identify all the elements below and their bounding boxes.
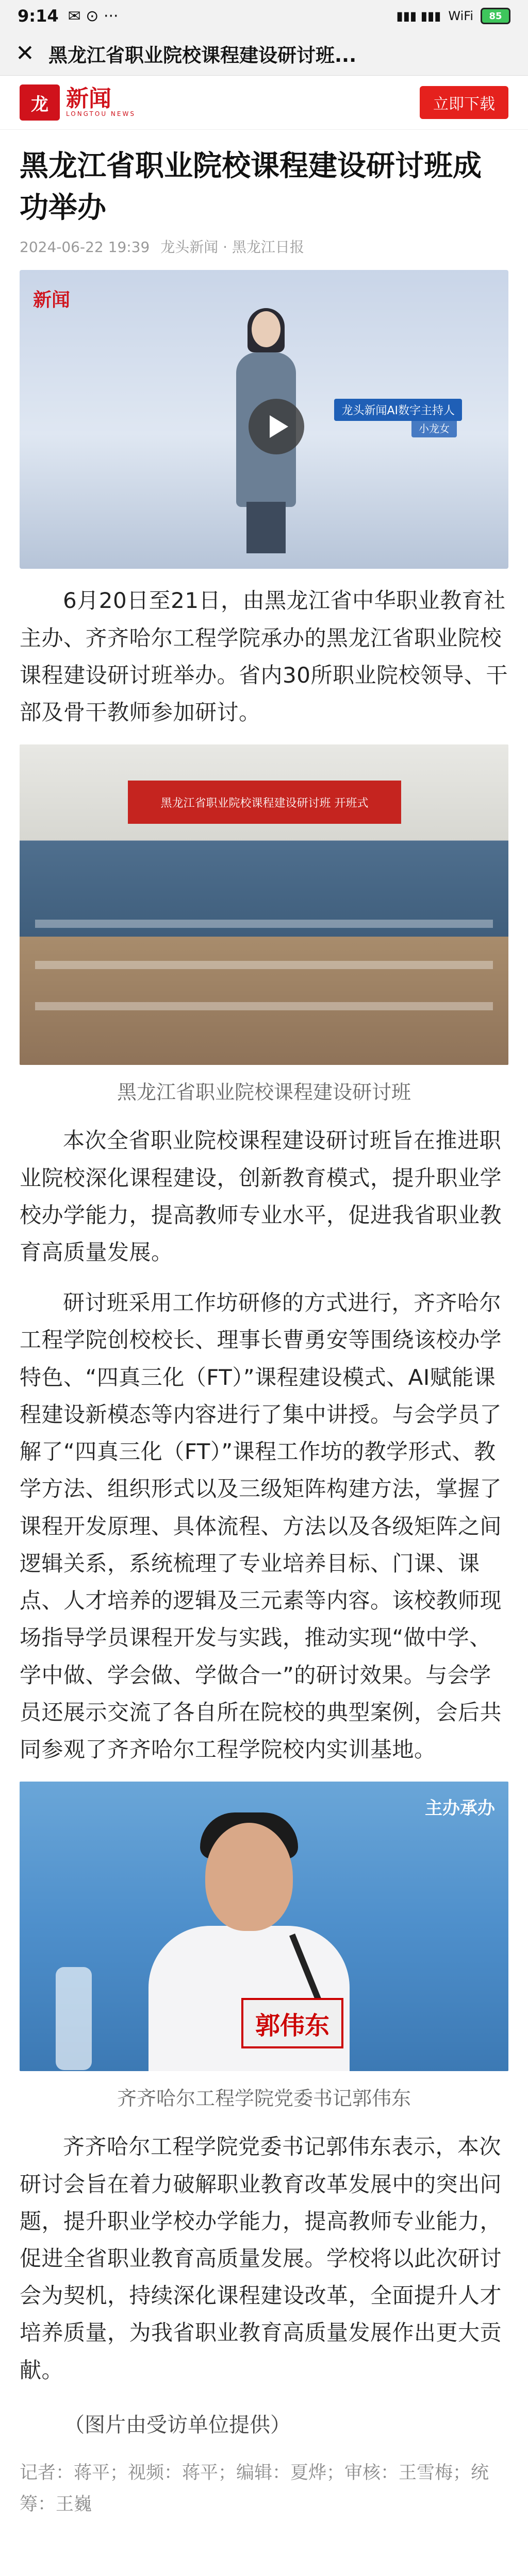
notification-icons: ✉ ⊙ ··· <box>68 7 119 25</box>
audience-row <box>35 961 493 969</box>
status-right <box>397 8 510 24</box>
download-button[interactable]: 立即下载 <box>420 86 508 119</box>
play-button[interactable] <box>249 399 304 454</box>
video-host-tag: 龙头新闻AI数字主持人 <box>334 399 462 421</box>
photo-caption-1: 黑龙江省职业院校课程建设研讨班 <box>117 1081 411 1104</box>
audience-row <box>35 1002 493 1010</box>
photo-caption-2: 齐齐哈尔工程学院党委书记郭伟东 <box>117 2087 411 2110</box>
host-head <box>252 311 280 347</box>
brand-name: 新闻 <box>66 86 111 112</box>
status-time: 9:14 <box>18 6 59 26</box>
water-bottle <box>56 1967 92 2070</box>
nav-bar <box>0 32 528 76</box>
audience-rows <box>20 899 508 1054</box>
brand-text <box>66 88 136 117</box>
article-headline: 黑龙江省职业院校课程建设研讨班成功举办 <box>20 149 482 225</box>
play-icon <box>270 415 288 438</box>
video-watermark: 新闻 <box>33 289 71 311</box>
status-left <box>18 6 119 26</box>
paragraph-1: 6月20日至21日，由黑龙江省中华职业教育社主办、齐齐哈尔工程学院承办的黑龙江省职业院校课程建设研讨班举办。省内30所职业院校领导、干部及骨干教师参加研讨。 <box>20 588 508 725</box>
article-content <box>0 145 528 2520</box>
video-host-name: 小龙女 <box>411 418 457 437</box>
close-icon[interactable]: ✕ <box>15 40 35 66</box>
article-credits: 记者：蒋平；视频：蒋平；编辑：夏烨；审核：王雪梅；统筹：王巍 <box>20 2462 489 2515</box>
paragraph-3: 研讨班采用工作坊研修的方式进行，齐齐哈尔工程学院创校校长、理事长曹勇安等围绕该校办学特色、“四真三化（FT）”课程建设模式、AI赋能课程建设新模态等内容进行了集中讲授。与会学员了解了“四真三化（FT）”课程工作坊的教学形式、教学方法、组织形式以及三级矩阵构建方法，掌握了课程开发原理、具体流程、方法以及各级矩阵之间逻辑关系，系统梳理了专业培养目标、门课、课点、人才培养的逻辑及三元素等内容。该校教师现场指导学员课程开发与实践，推动实现“做中学、学中做、学会做、学做合一”的研讨效果。与会学员还展示交流了各自所在院校的典型案例，会后共同参观了齐齐哈尔工程学院校内实训基地。 <box>20 1290 502 1762</box>
page-title: 黑龙江省职业院校课程建设研讨班... <box>48 44 357 66</box>
host-legs <box>246 502 286 553</box>
audience-row <box>35 920 493 928</box>
nameplate: 郭伟东 <box>241 1998 343 2048</box>
status-bar <box>0 0 528 32</box>
brand <box>20 84 136 121</box>
app-download-banner <box>0 76 528 130</box>
image-source-note: （图片由受访单位提供） <box>64 2413 291 2437</box>
article-datetime: 2024-06-22 19:39 <box>20 239 150 256</box>
paragraph-2: 本次全省职业院校课程建设研讨班旨在推进职业院校深化课程建设，创新教育模式，提升职业学校办学能力，提高教师专业水平，促进我省职业教育高质量发展。 <box>20 1128 502 1265</box>
brand-sub: LONGTOU NEWS <box>66 110 136 117</box>
paragraph-4: 齐齐哈尔工程学院党委书记郭伟东表示，本次研讨会旨在着力破解职业教育改革发展中的突出问题，提升职业学校办学能力，提高教师专业能力，促进全省职业教育高质量发展。学校将以此次研讨会为契机，持续深化课程建设改革，全面提升人才培养质量，为我省职业教育高质量发展作出更大贡献。 <box>20 2134 502 2383</box>
article-meta <box>20 236 508 257</box>
article-source: 龙头新闻 · 黑龙江日报 <box>160 239 304 256</box>
signal-icon: ▮▮▮ ▮▮▮ <box>396 9 441 23</box>
meeting-screen-banner: 黑龙江省职业院校课程建设研讨班 开班式 <box>128 781 401 824</box>
backdrop-text: 主办承办 <box>425 1798 495 1819</box>
speaker-head <box>205 1823 293 1931</box>
meeting-photo <box>20 744 508 1065</box>
brand-logo-icon: 龙 <box>20 84 60 121</box>
speaker-photo <box>20 1782 508 2071</box>
wifi-icon: WiFi <box>448 9 473 23</box>
battery-icon: 85 <box>481 8 510 24</box>
video-player[interactable] <box>20 270 508 569</box>
